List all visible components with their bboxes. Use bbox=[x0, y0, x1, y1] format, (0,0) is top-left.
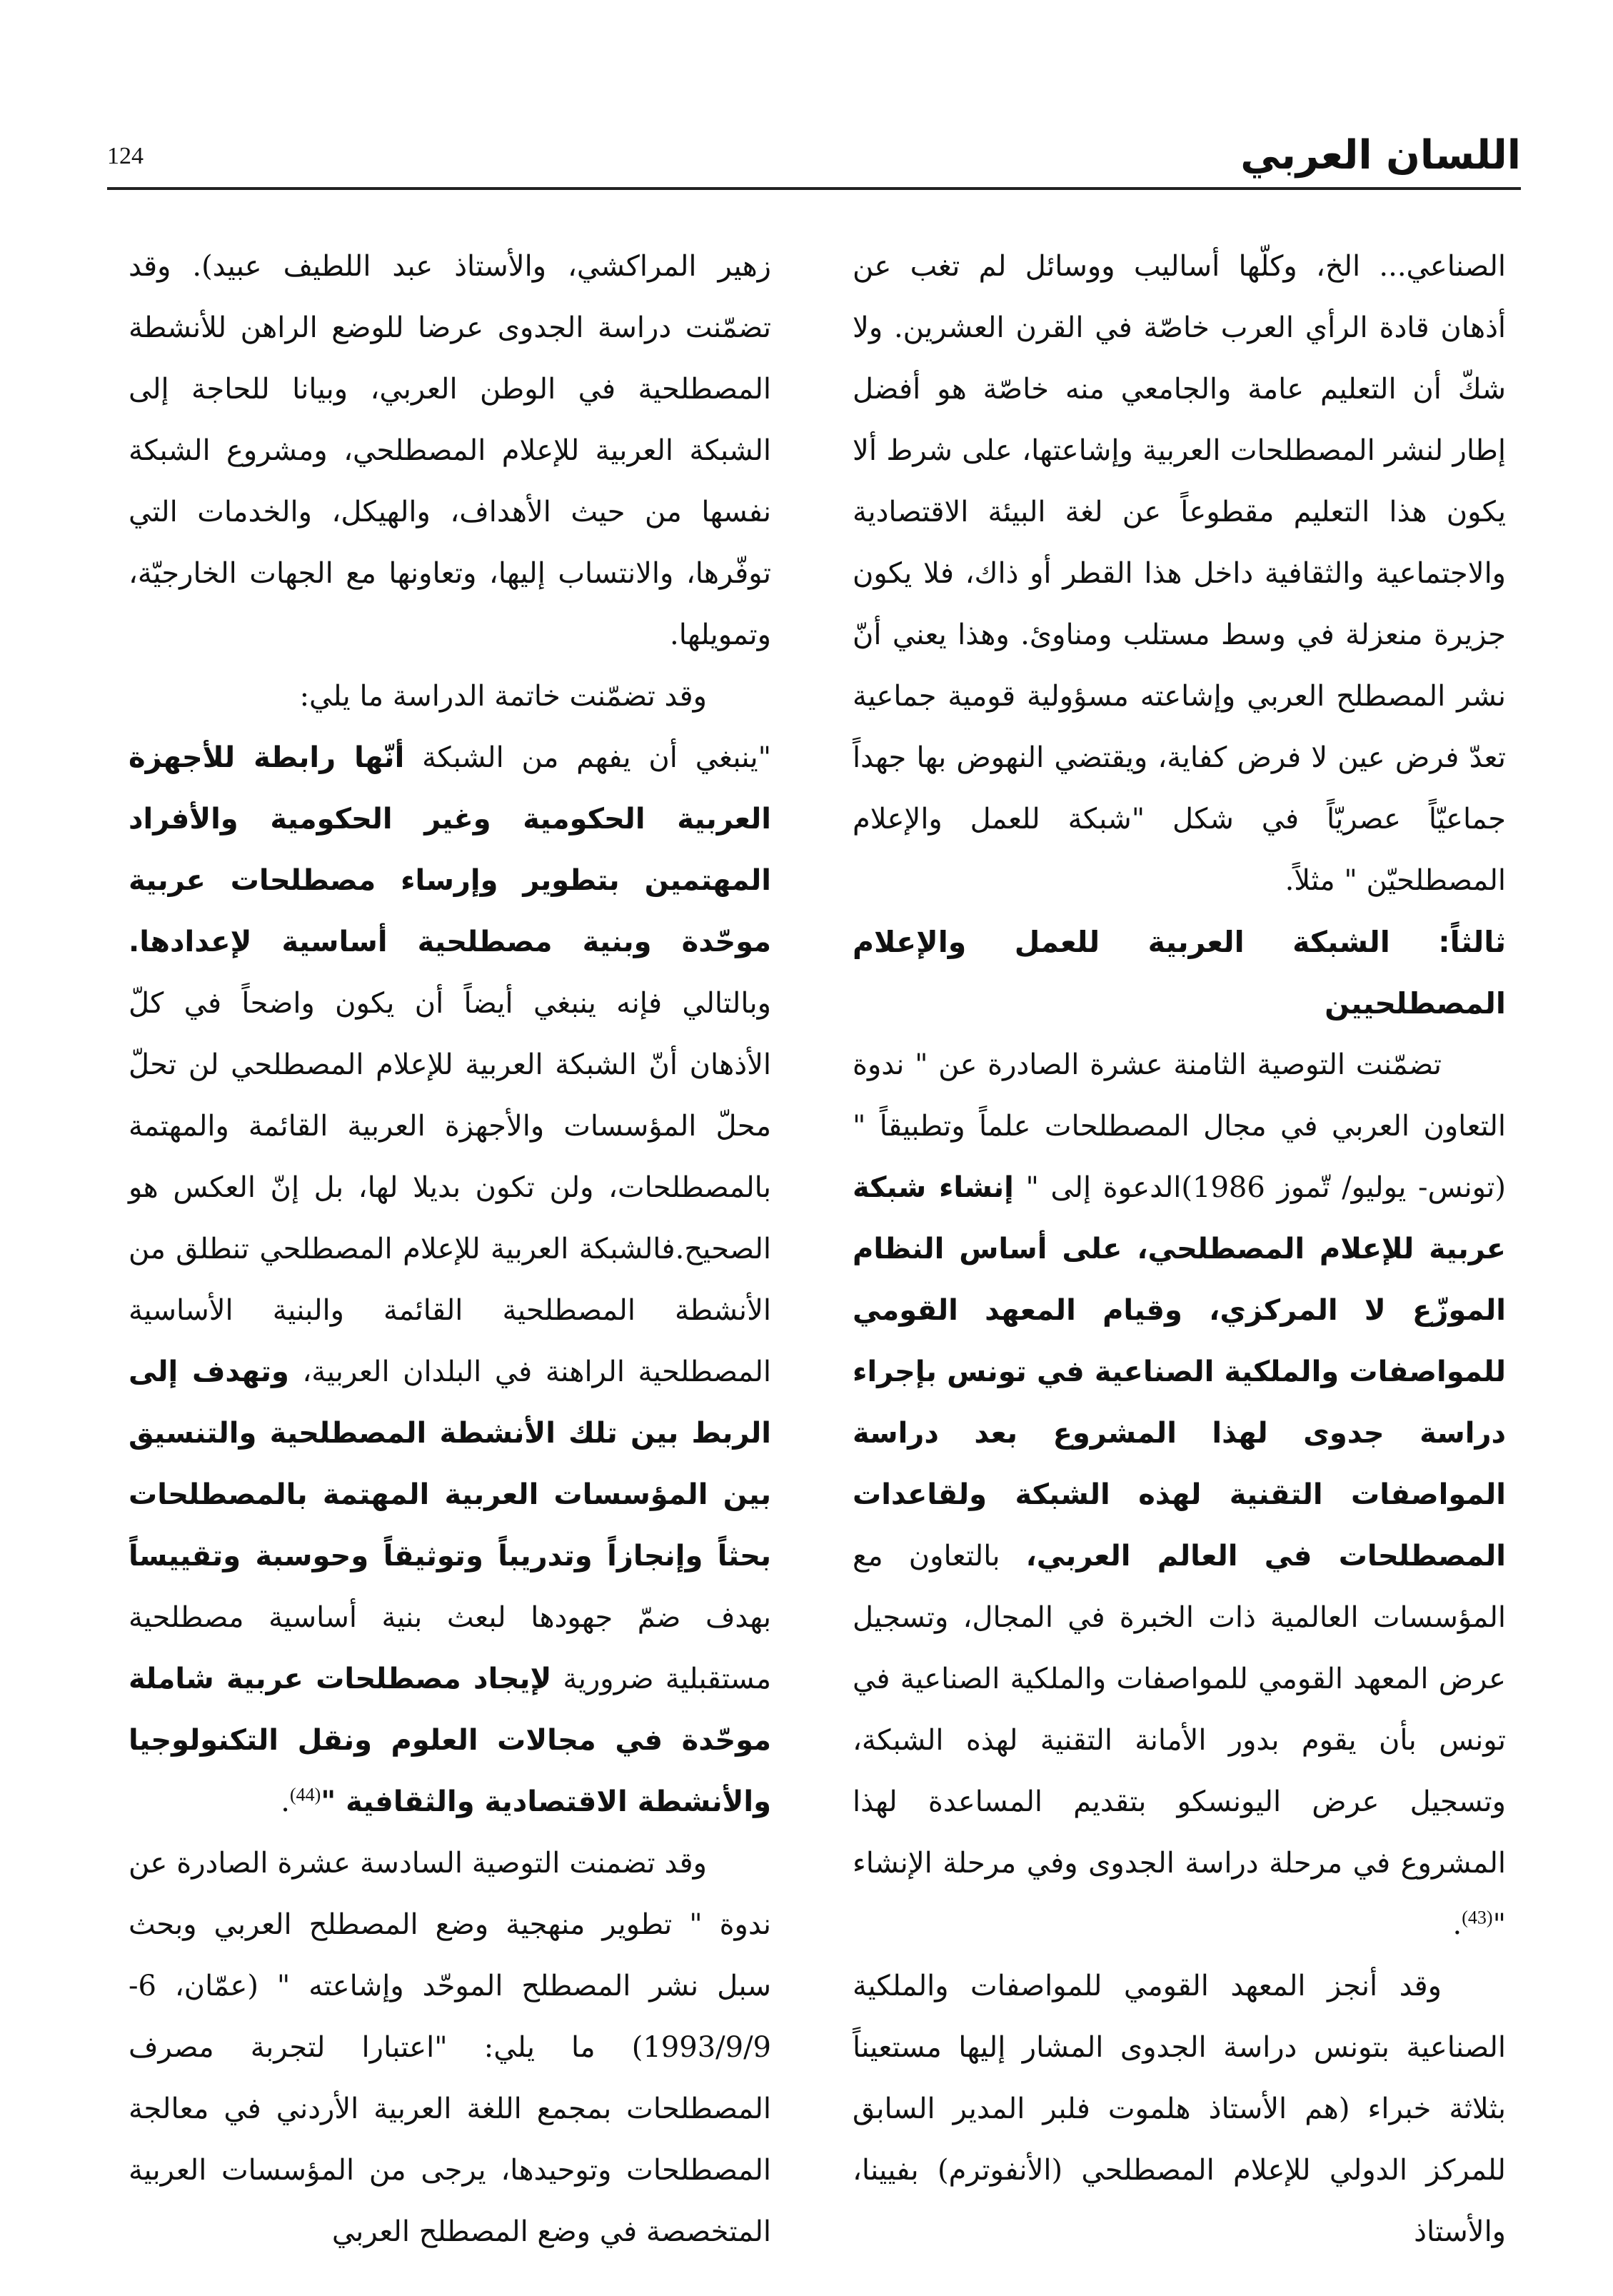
header-rule bbox=[107, 187, 1521, 190]
paragraph: وقد أنجز المعهد القومي للمواصفات والملكية الصناعية بتونس دراسة الجدوى المشار إليها مستعيناً بثلاثة خبراء (هم الأستاذ هلموت فلبر المدير السابق للمركز الدولي للإعلام المصطلحي (الأنفوترم) بفيينا، والأستاذ bbox=[853, 1970, 1506, 2248]
left-column bbox=[129, 236, 771, 2262]
bold-text-run: وتهدف إلى الربط بين تلك الأنشطة المصطلحية والتنسيق بين المؤسسات العربية المهتمة بالمصطلحات بحثاً وإنجازاً وتدريباً وتوثيقاً وحوسبة وتقييساً bbox=[129, 1355, 771, 1573]
page-number: 124 bbox=[107, 143, 144, 169]
journal-title: اللسان العربي bbox=[1240, 132, 1521, 179]
text-run: "ينبغي أن يفهم من الشبكة bbox=[404, 741, 772, 774]
paragraph bbox=[129, 727, 771, 1833]
paragraph: وقد تضمّنت خاتمة الدراسة ما يلي: bbox=[299, 680, 707, 713]
bold-text-run: لإيجاد مصطلحات عربية شاملة موحّدة في مجالات العلوم ونقل التكنولوجيا والأنشطة الاقتصادية والثقافية " bbox=[129, 1663, 771, 1818]
footnote-ref: (44) bbox=[289, 1784, 321, 1805]
text-run: . bbox=[281, 1785, 290, 1818]
bold-text-run: إنشاء شبكة عربية للإعلام المصطلحي، على أساس النظام الموزّع لا المركزي، وقيام المعهد القومي للمواصفات والملكية الصناعية في تونس بإجراء دراسة جدوى لهذا المشروع بعد دراسة المواصفات التقنية لهذه الشبكة ولقاعدات المصطلحات في العالم العربي، bbox=[853, 1171, 1506, 1573]
page-header bbox=[107, 107, 1521, 193]
section-heading: ثالثاً: الشبكة العربية للعمل والإعلام المصطلحيين bbox=[853, 925, 1506, 1021]
text-run: تضمّنت التوصية الثامنة عشرة الصادرة عن " ندوة التعاون العربي في مجال المصطلحات علماً وتطبيقاً " (تونس- يوليو/ تّموز 1986)الدعوة إلى " bbox=[853, 1048, 1507, 1204]
text-run: . bbox=[1452, 1908, 1462, 1941]
right-column bbox=[853, 236, 1506, 2262]
paragraph: زهير المراكشي، والأستاذ عبد اللطيف عبيد). وقد تضمّنت دراسة الجدوى عرضا للوضع الراهن للأنشطة المصطلحية في الوطن العربي، وبيانا للحاجة إلى الشبكة العربية للإعلام المصطلحي، ومشروع الشبكة نفسها من حيث الأهداف، والهيكل، والخدمات التي توفّرها، والانتساب إليها، وتعاونها مع الجهات الخارجيّة، وتمويلها. bbox=[129, 250, 771, 651]
text-run: بالتعاون مع المؤسسات العالمية ذات الخبرة في المجال، وتسجيل عرض المعهد القومي للمواصفات والملكية الصناعية في تونس بأن يقوم بدور الأمانة التقنية لهذه الشبكة، وتسجيل عرض اليونسكو بتقديم المساعدة لهذا المشروع في مرحلة دراسة الجدوى وفي مرحلة الإنشاء " bbox=[853, 1540, 1506, 1941]
paragraph: وقد تضمنت التوصية السادسة عشرة الصادرة عن ندوة " تطوير منهجية وضع المصطلح العربي وبحث سبل نشر المصطلح الموحّد وإشاعته " (عمّان، 6-1993/9/9) ما يلي: "اعتبارا لتجربة مصرف المصطلحات بمجمع اللغة العربية الأردني في معالجة المصطلحات وتوحيدها، يرجى من المؤسسات العربية المتخصصة في وضع المصطلح العربي bbox=[129, 1847, 771, 2248]
paragraph: الصناعي... الخ، وكلّها أساليب ووسائل لم تغب عن أذهان قادة الرأي العرب خاصّة في القرن العشرين. ولا شكّ أن التعليم عامة والجامعي منه خاصّة هو أفضل إطار لنشر المصطلحات العربية وإشاعتها، على شرط ألا يكون هذا التعليم مقطوعاً عن لغة البيئة الاقتصادية والاجتماعية والثقافية داخل هذا القطر أو ذاك، فلا يكون جزيرة منعزلة في وسط مستلب ومناوئ. وهذا يعني أنّ نشر المصطلح العربي وإشاعته مسؤولية قومية جماعية تعدّ فرض عين لا فرض كفاية، ويقتضي النهوض بها جهداً جماعيّاً عصريّاً في شكل "شبكة للعمل والإعلام المصطلحيّن " مثلاً. bbox=[853, 250, 1506, 897]
text-run: بهدف ضمّ جهودها لبعث بنية أساسية مصطلحية مستقبلية ضرورية bbox=[129, 1601, 771, 1695]
footnote-ref: (43) bbox=[1462, 1907, 1493, 1928]
text-run: وبالتالي فإنه ينبغي أيضاً أن يكون واضحاً في كلّ الأذهان أنّ الشبكة العربية للإعلام المصطلحي لن تحلّ محلّ المؤسسات والأجهزة العربية القائمة والمهتمة بالمصطلحات، ولن تكون بديلا لها، بل إنّ العكس هو الصحيح.فالشبكة العربية للإعلام المصطلحي تنطلق من الأنشطة المصطلحية القائمة والبنية الأساسية المصطلحية الراهنة في البلدان العربية، bbox=[129, 987, 771, 1388]
paragraph bbox=[853, 1034, 1506, 1955]
bold-text-run: أنّها رابطة للأجهزة العربية الحكومية وغير الحكومية والأفراد المهتمين بتطوير وإرساء مصطلحات عربية موحّدة وبنية مصطلحية أساسية لإعدادها. bbox=[129, 741, 771, 958]
